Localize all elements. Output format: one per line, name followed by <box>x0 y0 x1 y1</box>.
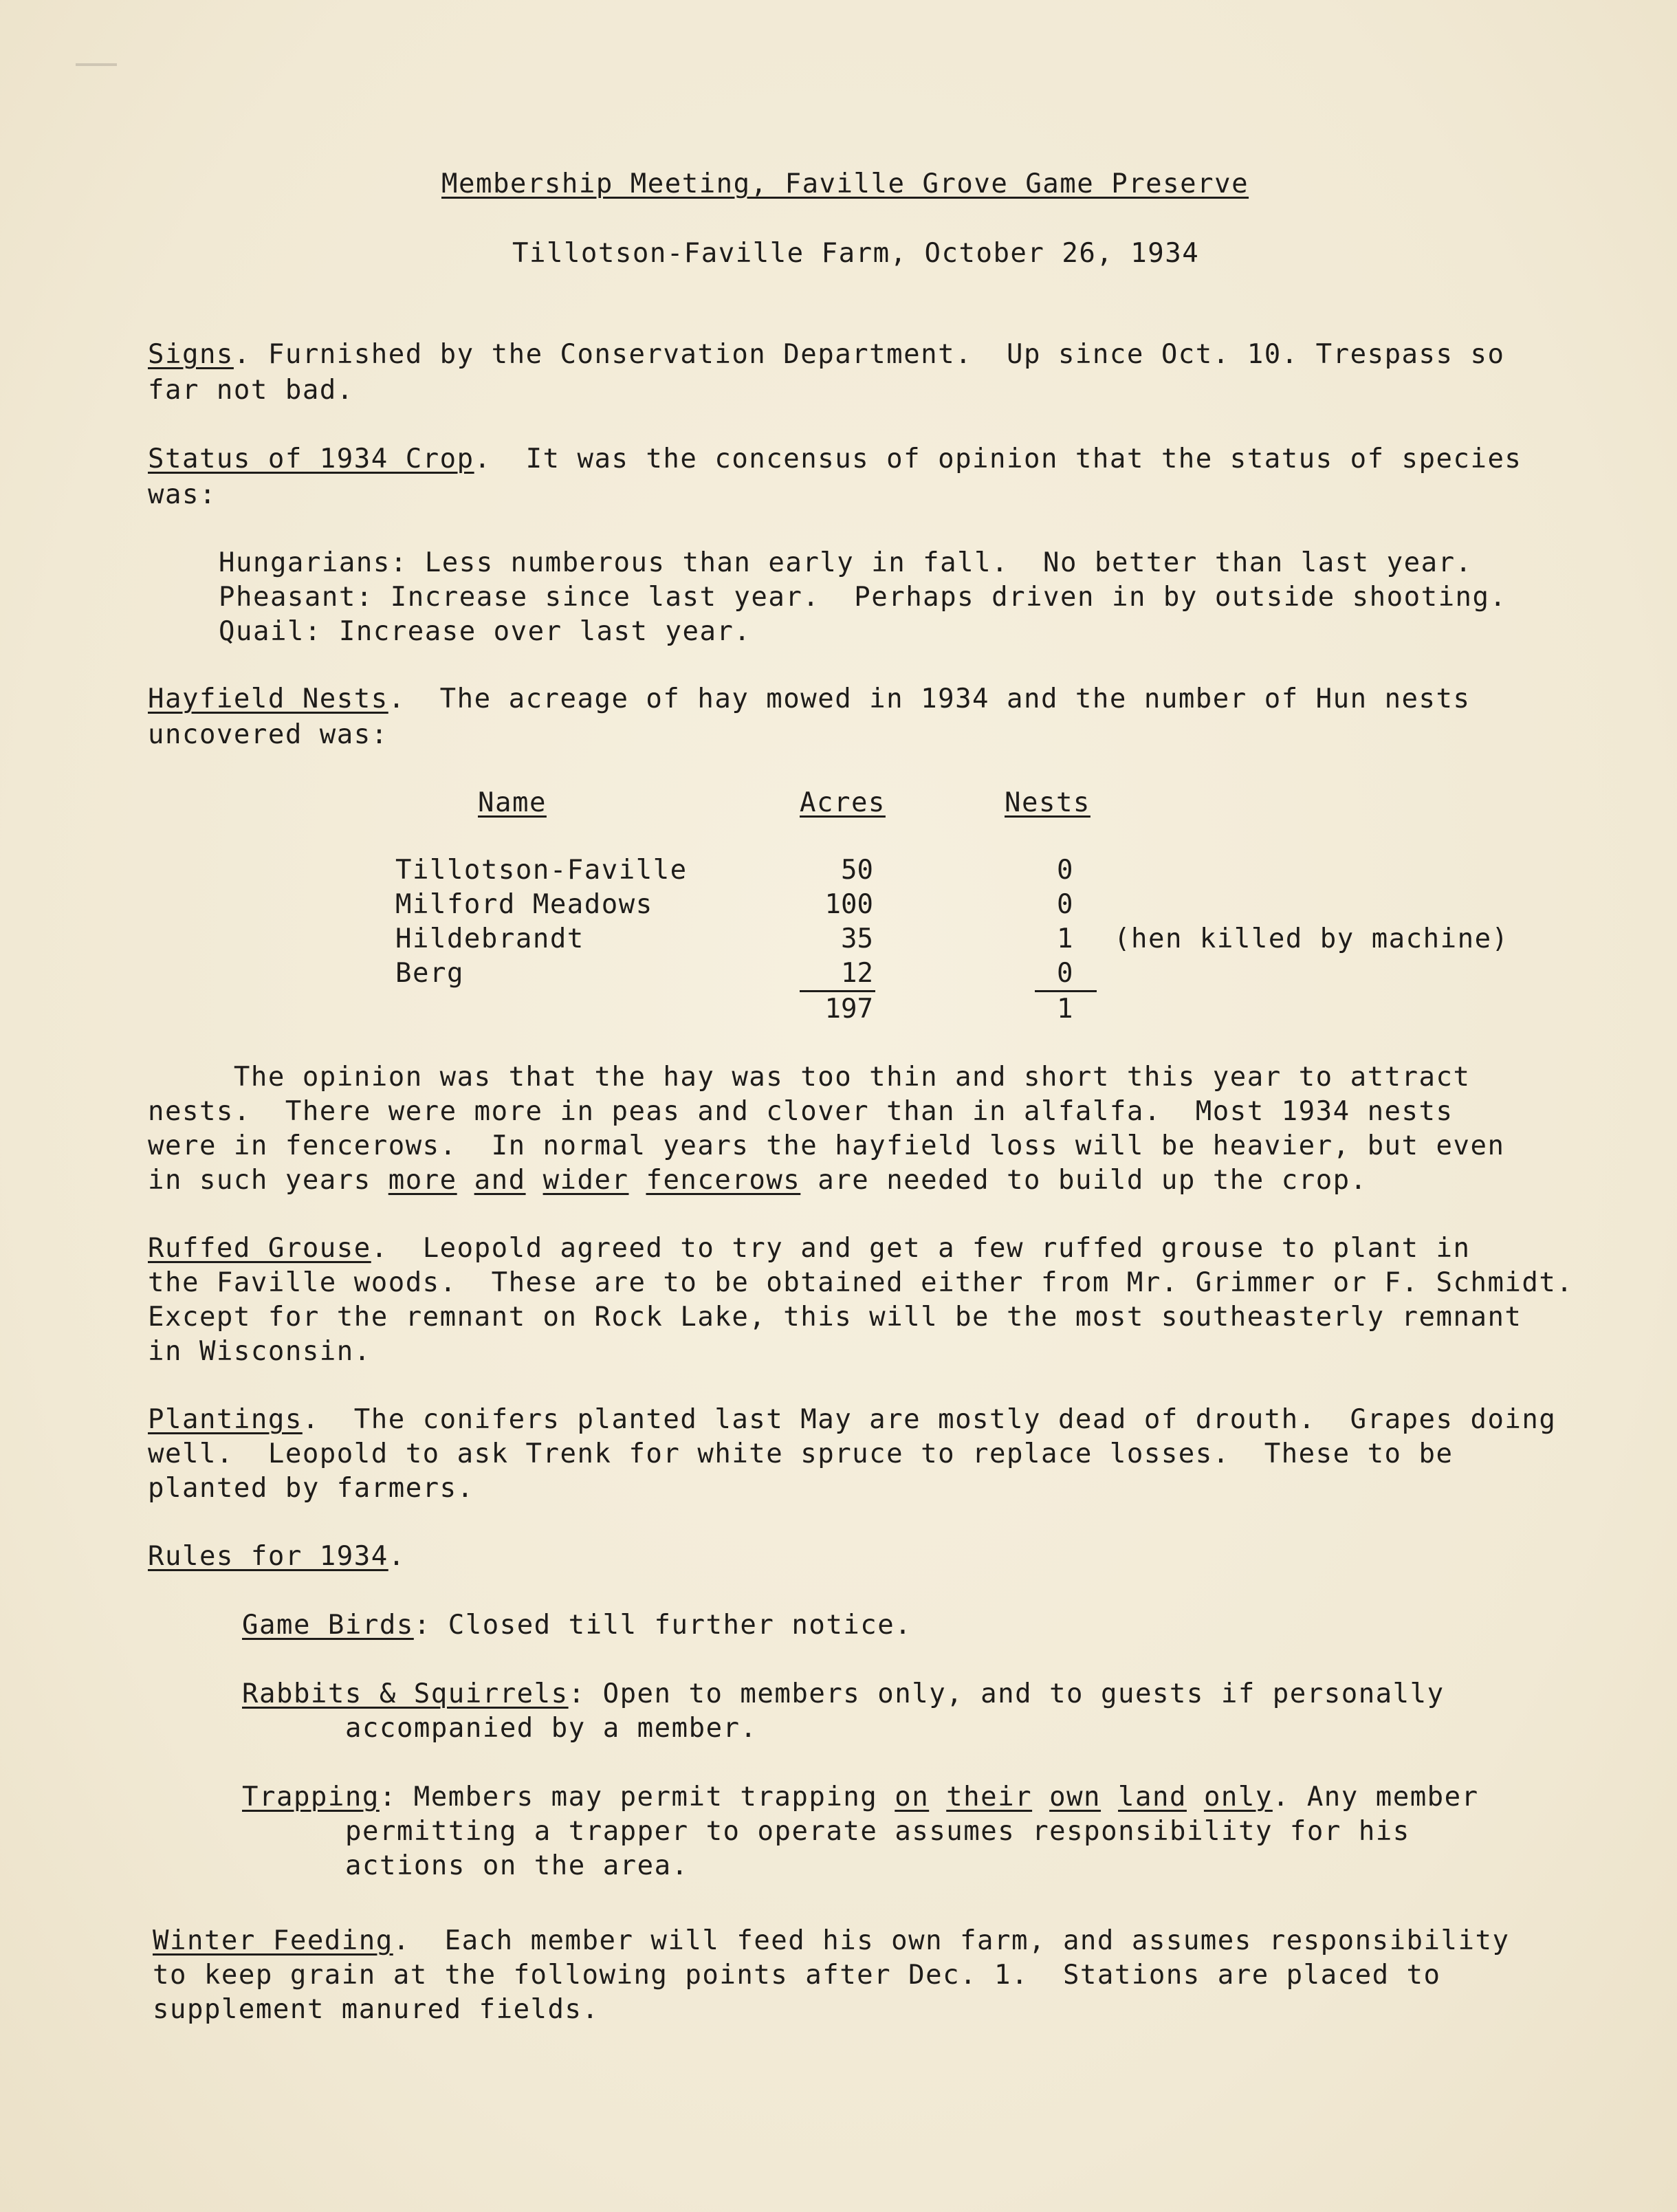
signs-paragraph: Signs. Furnished by the Conservation Department. Up since Oct. 10. Trespass so <box>148 339 1505 370</box>
rule-trapping-line-2: permitting a trapper to operate assumes responsibility for his <box>345 1816 1410 1847</box>
rule-trapping: Trapping: Members may permit trapping on their own land only. Any member <box>242 1782 1479 1813</box>
rule-rabbits-squirrels: Rabbits & Squirrels: Open to members only, and to guests if personally <box>242 1678 1445 1709</box>
table-row-note: (hen killed by machine) <box>1114 923 1509 954</box>
winter-feeding-line-2: to keep grain at the following points after Dec. 1. Stations are placed to <box>153 1960 1441 1991</box>
table-row-nests: 1 <box>1057 923 1074 954</box>
opinion-line-2: nests. There were more in peas and clover than in alfalfa. Most 1934 nests <box>148 1096 1454 1127</box>
species-pheasant: Pheasant: Increase since last year. Perhaps driven in by outside shooting. <box>219 582 1507 613</box>
opinion-line-1: The opinion was that the hay was too thin and short this year to attract <box>148 1062 1471 1093</box>
rules-heading-line: Rules for 1934. <box>148 1541 406 1572</box>
table-header-acres: Acres <box>800 787 886 818</box>
table-header-nests: Nests <box>1005 787 1090 818</box>
grouse-heading: Ruffed Grouse <box>148 1233 371 1264</box>
hayfield-paragraph: Hayfield Nests. The acreage of hay mowed in 1934 and the number of Hun nests <box>148 683 1471 714</box>
table-row-name: Hildebrandt <box>395 923 584 954</box>
table-row-name: Berg <box>395 958 464 989</box>
paper-mark <box>76 63 117 66</box>
table-row-name: Tillotson-Faville <box>395 855 688 886</box>
winter-feeding-line-3: supplement manured fields. <box>153 1994 600 2025</box>
table-row-acres: 100 <box>824 889 873 920</box>
plantings-paragraph: Plantings. The conifers planted last May are mostly dead of drouth. Grapes doing <box>148 1404 1557 1435</box>
plantings-heading: Plantings <box>148 1404 303 1435</box>
table-row-nests: 0 <box>1057 889 1074 920</box>
document-title: Membership Meeting, Faville Grove Game Preserve <box>441 168 1249 199</box>
document-subtitle: Tillotson-Faville Farm, October 26, 1934 <box>512 238 1200 269</box>
winter-feeding-heading: Winter Feeding <box>153 1925 393 1956</box>
grouse-line-3: Except for the remnant on Rock Lake, this will be the most southeasterly remnant <box>148 1302 1522 1333</box>
rules-heading: Rules for 1934 <box>148 1541 388 1572</box>
table-row-acres: 50 <box>841 855 873 886</box>
status-paragraph: Status of 1934 Crop. It was the concensus of opinion that the status of species <box>148 444 1522 474</box>
plantings-line-3: planted by farmers. <box>148 1473 474 1504</box>
signs-line-2: far not bad. <box>148 375 354 406</box>
winter-feeding-paragraph: Winter Feeding. Each member will feed his own farm, and assumes responsibility <box>153 1925 1510 1956</box>
table-total-nests: 1 <box>1057 994 1074 1025</box>
rule-trapping-line-3: actions on the area. <box>345 1850 689 1881</box>
opinion-line-4: in such years more and wider fencerows are needed to build up the crop. <box>148 1165 1368 1196</box>
table-row-name: Milford Meadows <box>395 889 653 920</box>
plantings-line-2: well. Leopold to ask Trenk for white spruce to replace losses. These to be <box>148 1438 1454 1469</box>
rule-game-birds: Game Birds: Closed till further notice. <box>242 1610 912 1641</box>
rule-rabbits-line-2: accompanied by a member. <box>345 1713 758 1744</box>
grouse-paragraph: Ruffed Grouse. Leopold agreed to try and get a few ruffed grouse to plant in <box>148 1233 1471 1264</box>
table-row-acres: 35 <box>841 923 873 954</box>
opinion-line-3: were in fencerows. In normal years the hayfield loss will be heavier, but even <box>148 1130 1505 1161</box>
species-hungarians: Hungarians: Less numberous than early in fall. No better than last year. <box>219 547 1473 578</box>
grouse-line-4: in Wisconsin. <box>148 1336 371 1367</box>
species-quail: Quail: Increase over last year. <box>219 616 752 647</box>
status-heading: Status of 1934 Crop <box>148 444 474 474</box>
table-row-nests: 0 <box>1057 958 1074 989</box>
hayfield-line-2: uncovered was: <box>148 719 388 750</box>
grouse-line-2: the Faville woods. These are to be obtained either from Mr. Grimmer or F. Schmidt. <box>148 1267 1574 1298</box>
table-row-acres: 12 <box>841 958 873 989</box>
table-total-acres: 197 <box>824 994 873 1025</box>
hayfield-heading: Hayfield Nests <box>148 683 388 714</box>
table-row-nests: 0 <box>1057 855 1074 886</box>
table-header-name: Name <box>478 787 547 818</box>
status-line-2: was: <box>148 479 217 510</box>
signs-heading: Signs <box>148 339 234 370</box>
